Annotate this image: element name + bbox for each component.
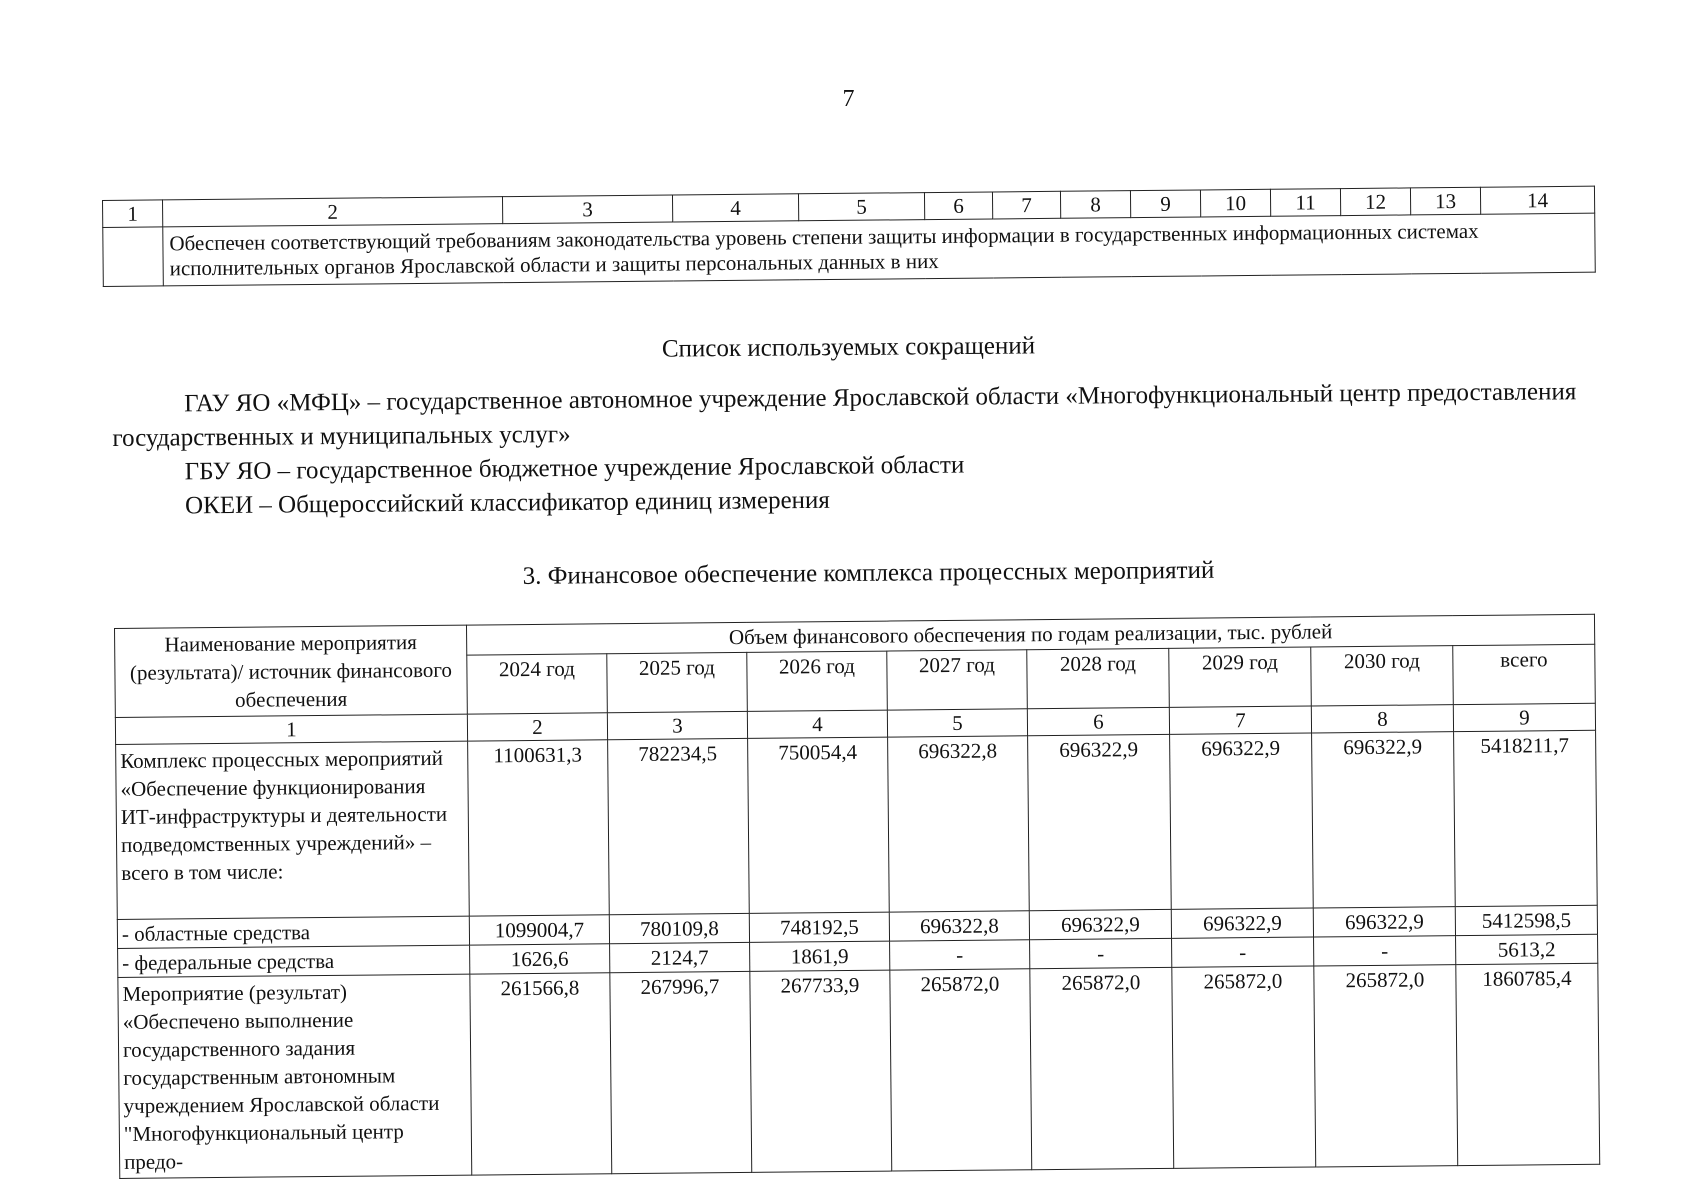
top-table-empty-cell: [103, 227, 164, 287]
value-cell: 265872,0: [890, 969, 1032, 1171]
value-cell: 696322,9: [1171, 908, 1313, 938]
value-cell: 696322,9: [1313, 907, 1455, 937]
value-cell: 1860785,4: [1456, 963, 1600, 1165]
value-cell: 5412598,5: [1455, 905, 1597, 935]
column-number: 4: [747, 710, 887, 738]
row-name: - федеральные средства: [118, 945, 470, 977]
value-cell: -: [890, 940, 1030, 970]
abbreviations-title: Список используемых сокращений: [661, 332, 1036, 363]
year-header: 2024 год: [467, 654, 608, 714]
value-cell: -: [1314, 936, 1456, 966]
value-cell: 261566,8: [470, 973, 612, 1175]
row-name: - областные средства: [117, 916, 469, 948]
finance-section-title: 3. Финансовое обеспечение комплекса процессных мероприятий: [522, 556, 1215, 590]
value-cell: 5418211,7: [1454, 730, 1598, 906]
value-cell: 696322,9: [1170, 733, 1314, 909]
year-header: 2029 год: [1169, 647, 1312, 707]
abbreviation-item: ГАУ ЯО «МФЦ» – государственное автономное учреждение Ярославской области «Многофункциональный центр предоставления государственных и муниципальных услуг»: [112, 378, 1577, 452]
top-col-number: 7: [992, 191, 1060, 219]
column-number: 9: [1453, 703, 1595, 731]
top-col-number: 2: [163, 197, 503, 227]
top-col-number: 6: [924, 192, 992, 220]
top-col-number: 8: [1060, 191, 1130, 219]
top-col-number: 13: [1410, 187, 1480, 215]
value-cell: 265872,0: [1314, 965, 1458, 1167]
year-header: 2027 год: [887, 650, 1028, 710]
top-col-number: 1: [103, 200, 163, 228]
year-header: всего: [1453, 644, 1596, 704]
abbreviation-item: ОКЕИ – Общероссийский классификатор единиц измерения: [184, 486, 830, 520]
value-cell: 267996,7: [610, 971, 752, 1173]
column-number: 7: [1169, 706, 1311, 734]
header-name-cell: Наименование мероприятия (результата)/ источник финансового обеспечения: [115, 625, 468, 717]
value-cell: 780109,8: [609, 913, 749, 943]
top-col-number: 11: [1270, 189, 1340, 217]
value-cell: 750054,4: [748, 737, 890, 913]
value-cell: 267733,9: [750, 970, 892, 1172]
column-number: 2: [467, 713, 607, 741]
value-cell: 1100631,3: [468, 740, 610, 916]
value-cell: 782234,5: [608, 738, 750, 914]
abbreviation-item: ГБУ ЯО – государственное бюджетное учреждение Ярославской области: [184, 451, 965, 486]
value-cell: 1861,9: [750, 941, 890, 971]
top-col-number: 12: [1340, 188, 1410, 216]
top-table-text-cell: [163, 213, 1596, 286]
table-row: [118, 963, 1600, 1178]
value-cell: 1626,6: [470, 944, 610, 974]
value-cell: -: [1172, 937, 1314, 967]
row-name: Комплекс процессных мероприятий «Обеспечение функционирования ИТ-инфраструктуры и деятельности подведомственных учреждений» – всего в том числе:: [116, 741, 470, 919]
value-cell: 748192,5: [749, 912, 889, 942]
top-col-number: 4: [672, 194, 798, 222]
finance-table: [114, 614, 1600, 1179]
column-number: 5: [887, 709, 1027, 737]
top-col-number: 10: [1200, 189, 1270, 217]
top-col-number: 3: [502, 195, 672, 224]
year-header: 2026 год: [747, 651, 888, 711]
page-number: 7: [842, 86, 855, 112]
year-header: 2025 год: [607, 652, 748, 712]
abbreviations-list: [112, 375, 1593, 524]
header-volume-cell: Объем финансового обеспечения по годам реализации, тыс. рублей: [466, 614, 1594, 655]
value-cell: 265872,0: [1030, 967, 1174, 1169]
table-row: [116, 730, 1598, 919]
top-col-number: 5: [798, 193, 924, 221]
value-cell: 5613,2: [1456, 934, 1598, 964]
year-header: 2028 год: [1027, 648, 1170, 708]
top-table-row-text: Обеспечен соответствующий требованиям законодательства уровень степени защиты информации в государственных информационных системах исполнительных органов Ярославской области и защиты персональных данных в них: [169, 218, 1479, 281]
value-cell: 2124,7: [610, 942, 750, 972]
value-cell: 265872,0: [1172, 966, 1316, 1168]
column-number: 1: [115, 714, 467, 744]
value-cell: 696322,9: [1028, 734, 1172, 910]
top-col-number: 9: [1130, 190, 1200, 218]
value-cell: 696322,8: [888, 736, 1030, 912]
top-table: [102, 186, 1596, 287]
column-number: 8: [1311, 705, 1453, 733]
column-number: 3: [607, 711, 747, 739]
value-cell: 1099004,7: [469, 915, 609, 945]
value-cell: 696322,9: [1029, 909, 1171, 939]
value-cell: -: [1030, 938, 1172, 968]
value-cell: 696322,9: [1312, 732, 1456, 908]
row-name: Мероприятие (результат) «Обеспечено выполнение государственного задания государственным автономным учреждением Ярославской области "Многофункциональный центр предо-: [118, 974, 472, 1178]
year-header: 2030 год: [1311, 646, 1454, 706]
column-number: 6: [1027, 707, 1169, 735]
value-cell: 696322,8: [889, 911, 1029, 941]
top-col-number: 14: [1480, 186, 1594, 214]
